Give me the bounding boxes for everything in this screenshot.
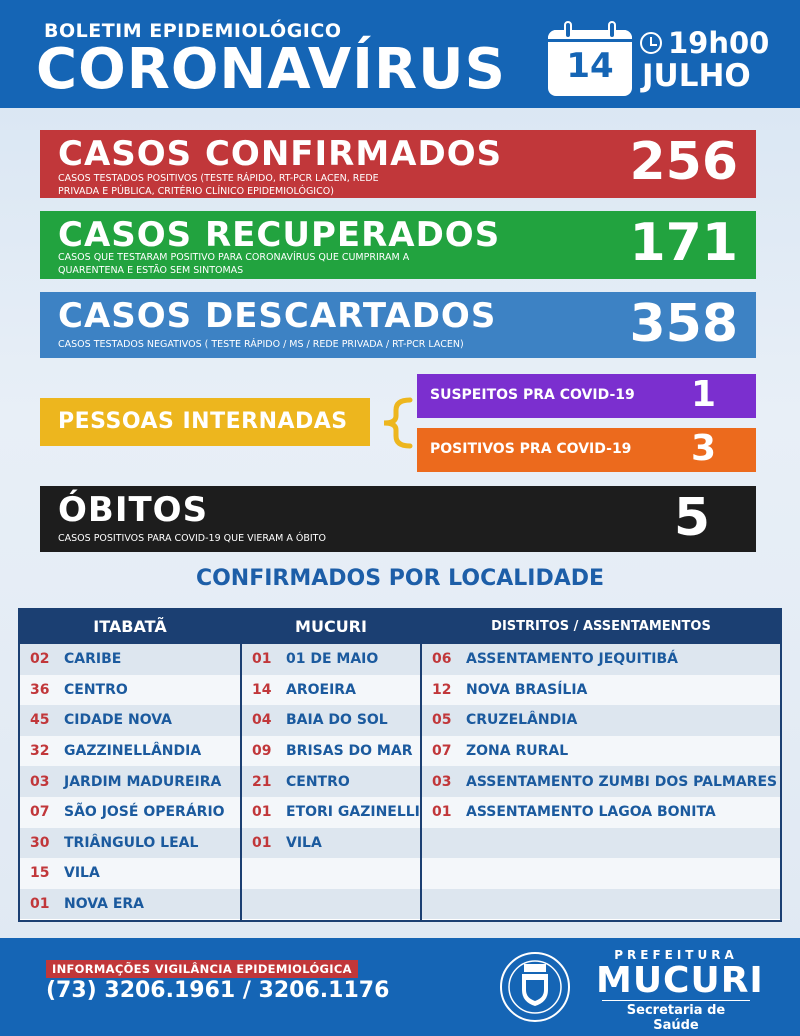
header-bar: [0, 0, 800, 108]
recovered-cases-band: [40, 211, 756, 279]
locality-name: ZONA RURAL: [466, 743, 569, 760]
municipal-seal-icon: [498, 950, 572, 1024]
confirmed-title: CASOS CONFIRMADOS: [58, 134, 503, 174]
case-count: 45: [30, 712, 50, 729]
column-header: MUCURI: [242, 610, 420, 644]
table-row: [20, 766, 240, 797]
table-row: [422, 736, 780, 767]
table-row: [20, 705, 240, 736]
locality-name: CENTRO: [64, 681, 128, 698]
confirmed-desc: CASOS TESTADOS POSITIVOS (TESTE RÁPIDO, RT-PCR LACEN, REDE PRIVADA E PÚBLICA, CRITÉRIO CLÍNICO EPIDEMIOLÓGICO): [58, 173, 379, 197]
recovered-desc: CASOS QUE TESTARAM POSITIVO PARA CORONAVÍRUS QUE CUMPRIRAM A QUARENTENA E ESTÃO SEM SINTOMAS: [58, 252, 410, 276]
table-row: [242, 736, 420, 767]
locality-name: SÃO JOSÉ OPERÁRIO: [64, 804, 225, 821]
table-row: [422, 705, 780, 736]
recovered-value: 171: [629, 213, 738, 273]
deaths-band: [40, 486, 756, 552]
column-mucuri: [242, 610, 420, 920]
clock-icon: [640, 32, 662, 54]
case-count: 02: [30, 651, 50, 668]
locality-name: CENTRO: [286, 773, 350, 790]
case-count: 03: [432, 773, 452, 790]
locality-name: ETORI GAZINELLI: [286, 804, 420, 821]
discarded-desc: CASOS TESTADOS NEGATIVOS ( TESTE RÁPIDO / MS / REDE PRIVADA / RT-PCR LACEN): [58, 339, 464, 350]
prefeitura-label: PREFEITURA: [614, 948, 738, 962]
empty-row: [242, 858, 420, 889]
empty-row: [422, 828, 780, 859]
locality-name: CARIBE: [64, 651, 122, 668]
recovered-title: CASOS RECUPERADOS: [58, 215, 501, 255]
footer-bar: [0, 938, 800, 1036]
hospitalized-title: PESSOAS INTERNADAS: [58, 409, 348, 434]
positive-value: 3: [690, 428, 716, 469]
deaths-desc: CASOS POSITIVOS PARA COVID-19 QUE VIERAM A ÓBITO: [58, 533, 326, 544]
page-title: CORONAVÍRUS: [36, 37, 506, 102]
table-row: [242, 644, 420, 675]
deaths-value: 5: [673, 488, 710, 548]
discarded-value: 358: [629, 294, 738, 354]
positive-label: POSITIVOS PRA COVID-19: [430, 441, 632, 457]
positive-band: [417, 428, 756, 472]
suspected-value: 1: [690, 374, 716, 415]
locality-name: NOVA BRASÍLIA: [466, 681, 588, 698]
case-count: 03: [30, 773, 50, 790]
phone-numbers: (73) 3206.1961 / 3206.1176: [46, 978, 390, 1003]
case-count: 30: [30, 834, 50, 851]
brace-icon: [374, 396, 414, 450]
case-count: 15: [30, 865, 50, 882]
case-count: 01: [432, 804, 452, 821]
table-row: [242, 797, 420, 828]
locality-name: ASSENTAMENTO ZUMBI DOS PALMARES: [466, 773, 778, 790]
table-row: [242, 828, 420, 859]
table-row: [242, 705, 420, 736]
discarded-title: CASOS DESCARTADOS: [58, 296, 497, 336]
table-row: [20, 644, 240, 675]
case-count: 32: [30, 743, 50, 760]
suspected-label: SUSPEITOS PRA COVID-19: [430, 387, 635, 403]
locality-name: CRUZELÂNDIA: [466, 712, 578, 729]
bulletin-day: 14: [566, 46, 614, 86]
locality-name: NOVA ERA: [64, 896, 145, 913]
column-header: ITABATÃ: [20, 610, 240, 644]
table-row: [422, 797, 780, 828]
case-count: 07: [30, 804, 50, 821]
table-row: [242, 675, 420, 706]
city-name: MUCURI: [596, 960, 764, 1001]
locality-name: CIDADE NOVA: [64, 712, 172, 729]
case-count: 01: [252, 834, 272, 851]
locality-title: CONFIRMADOS POR LOCALIDADE: [195, 566, 605, 591]
case-count: 14: [252, 681, 272, 698]
locality-name: GAZZINELLÂNDIA: [64, 743, 202, 760]
locality-name: TRIÂNGULO LEAL: [64, 834, 199, 851]
case-count: 01: [30, 896, 50, 913]
table-row: [422, 766, 780, 797]
locality-name: BAIA DO SOL: [286, 712, 388, 729]
table-row: [20, 889, 240, 920]
case-count: 01: [252, 651, 272, 668]
table-row: [20, 675, 240, 706]
table-row: [422, 675, 780, 706]
column-distritos: [422, 610, 780, 920]
hospitalized-band: [40, 398, 370, 446]
table-row: [242, 766, 420, 797]
bulletin-subtitle: BOLETIM EPIDEMIOLÓGICO: [44, 20, 342, 42]
confirmed-cases-band: [40, 130, 756, 198]
empty-row: [422, 889, 780, 920]
table-row: [20, 828, 240, 859]
case-count: 36: [30, 681, 50, 698]
calendar-icon: [548, 30, 632, 96]
info-label: INFORMAÇÕES VIGILÂNCIA EPIDEMIOLÓGICA: [46, 960, 358, 978]
table-row: [20, 736, 240, 767]
case-count: 21: [252, 773, 272, 790]
table-row: [20, 858, 240, 889]
locality-name: AROEIRA: [286, 681, 356, 698]
case-count: 04: [252, 712, 272, 729]
locality-name: BRISAS DO MAR: [286, 743, 413, 760]
confirmed-value: 256: [629, 132, 738, 192]
table-row: [422, 644, 780, 675]
locality-name: VILA: [64, 865, 100, 882]
empty-row: [422, 858, 780, 889]
table-row: [20, 797, 240, 828]
locality-name: 01 DE MAIO: [286, 651, 379, 668]
empty-row: [242, 889, 420, 920]
secretaria-label: Secretaria de Saúde: [602, 1000, 750, 1033]
case-count: 06: [432, 651, 452, 668]
column-itabata: [20, 610, 240, 920]
case-count: 01: [252, 804, 272, 821]
locality-name: VILA: [286, 834, 322, 851]
case-count: 09: [252, 743, 272, 760]
case-count: 07: [432, 743, 452, 760]
deaths-title: ÓBITOS: [58, 490, 209, 530]
bulletin-month: JULHO: [642, 58, 751, 94]
prefeitura-logo: [596, 948, 764, 1033]
suspected-band: [417, 374, 756, 418]
locality-name: ASSENTAMENTO LAGOA BONITA: [466, 804, 716, 821]
bulletin-time: 19h00: [668, 26, 770, 60]
discarded-cases-band: [40, 292, 756, 358]
case-count: 05: [432, 712, 452, 729]
locality-table: [18, 608, 782, 922]
locality-name: JARDIM MADUREIRA: [64, 773, 222, 790]
column-header: DISTRITOS / ASSENTAMENTOS: [422, 610, 780, 644]
locality-name: ASSENTAMENTO JEQUITIBÁ: [466, 651, 679, 668]
case-count: 12: [432, 681, 452, 698]
